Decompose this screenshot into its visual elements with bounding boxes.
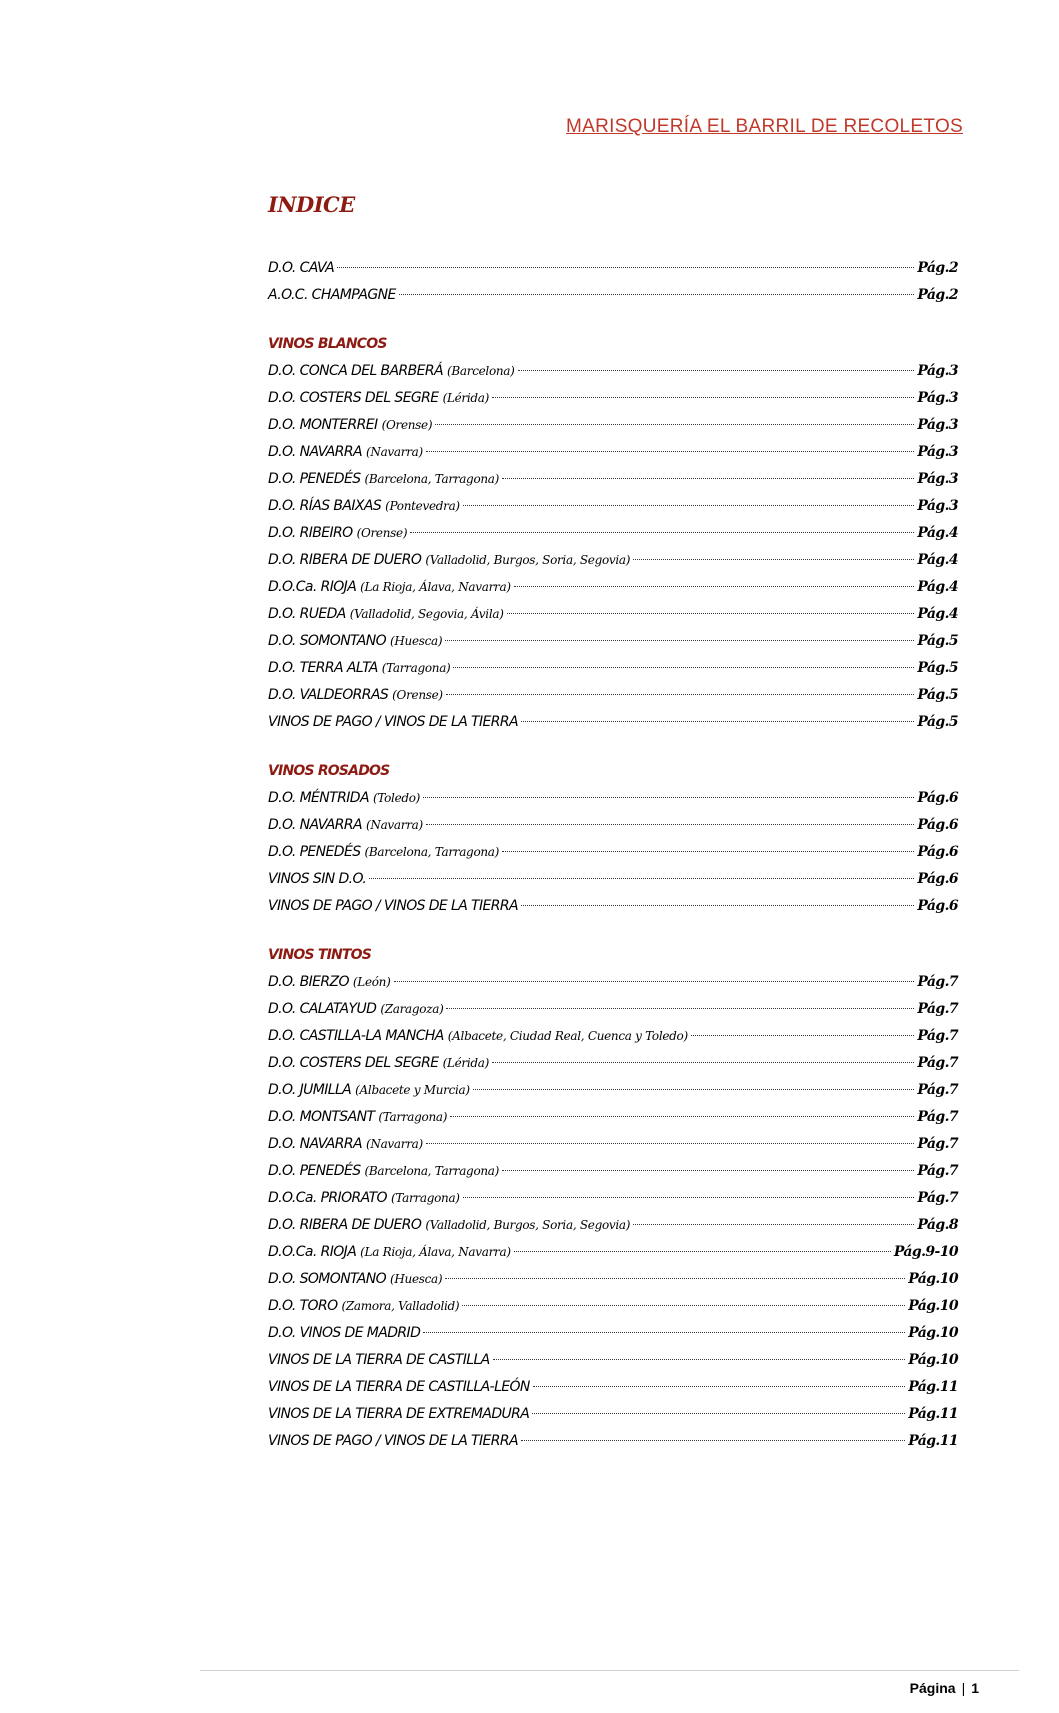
entry-label: D.O. VALDEORRAS [268, 687, 389, 703]
dot-leader [473, 1089, 915, 1090]
toc-entry[interactable] [268, 969, 958, 996]
entry-page-number: Pág.2 [917, 287, 958, 303]
entry-page-number: Pág.5 [917, 687, 958, 703]
entry-region: (Orense) [356, 526, 408, 540]
entry-label: D.O. RÍAS BAIXAS [268, 498, 382, 514]
entry-label: VINOS DE PAGO / VINOS DE LA TIERRA [268, 1433, 519, 1449]
entry-label: D.O. PENEDÉS [268, 844, 361, 860]
dot-leader [446, 694, 915, 695]
page-footer [910, 1680, 979, 1696]
dot-leader [450, 1116, 914, 1117]
entry-label: D.O.Ca. RIOJA [268, 579, 357, 595]
toc-entry[interactable] [268, 709, 958, 736]
toc-entry[interactable] [268, 682, 958, 709]
entry-label: D.O. CASTILLA-LA MANCHA [268, 1028, 444, 1044]
dot-leader [463, 505, 915, 506]
entry-region: (Barcelona, Tarragona) [364, 472, 500, 486]
entry-region: (Navarra) [365, 1137, 423, 1151]
entry-page-number: Pág.5 [917, 633, 958, 649]
toc-entry[interactable] [268, 255, 958, 282]
entry-label: A.O.C. CHAMPAGNE [268, 287, 396, 303]
dot-leader [514, 586, 915, 587]
dot-leader [521, 721, 914, 722]
section-title: VINOS TINTOS [268, 947, 372, 963]
entry-label: D.O. NAVARRA [268, 817, 362, 833]
entry-region: (Huesca) [390, 1272, 443, 1286]
toc-section [268, 758, 958, 920]
dot-leader [633, 559, 914, 560]
dot-leader [445, 1278, 905, 1279]
dot-leader [521, 905, 914, 906]
dot-leader [518, 370, 915, 371]
entry-region: (León) [352, 975, 391, 989]
entry-page-number: Pág.3 [917, 444, 958, 460]
toc-entry[interactable] [268, 282, 958, 309]
entry-page-number: Pág.8 [917, 1217, 958, 1233]
dot-leader [691, 1035, 914, 1036]
dot-leader [423, 797, 914, 798]
entry-region: (Navarra) [365, 818, 423, 832]
entry-region: (Zaragoza) [380, 1002, 444, 1016]
entry-label: D.O. SOMONTANO [268, 1271, 386, 1287]
entry-page-number: Pág.4 [917, 606, 958, 622]
entry-page-number: Pág.3 [917, 471, 958, 487]
entry-page-number: Pág.7 [917, 1163, 958, 1179]
toc-entry[interactable] [268, 996, 958, 1023]
entry-label: D.O. RIBEIRO [268, 525, 353, 541]
entry-region: (Lérida) [442, 391, 490, 405]
footer-page-number: 1 [971, 1680, 979, 1696]
dot-leader [507, 613, 915, 614]
entry-page-number: Pág.11 [908, 1433, 958, 1449]
toc-entry[interactable] [268, 1401, 958, 1428]
entry-region: (Valladolid, Segovia, Ávila) [349, 607, 504, 621]
document-header-title: MARISQUERÍA EL BARRIL DE RECOLETOS [566, 116, 963, 137]
entry-region: (La Rioja, Álava, Navarra) [360, 580, 511, 594]
entry-label: D.O. TORO [268, 1298, 338, 1314]
entry-label: D.O. NAVARRA [268, 444, 362, 460]
toc-sections [268, 255, 958, 1455]
entry-region: (Lérida) [442, 1056, 490, 1070]
dot-leader [426, 451, 914, 452]
toc-entry[interactable] [268, 893, 958, 920]
entry-region: (Barcelona) [447, 364, 515, 378]
entry-page-number: Pág.6 [917, 844, 958, 860]
entry-page-number: Pág.3 [917, 417, 958, 433]
toc-entry[interactable] [268, 1374, 958, 1401]
dot-leader [492, 1062, 914, 1063]
entry-label: VINOS DE PAGO / VINOS DE LA TIERRA [268, 898, 519, 914]
dot-leader [423, 1332, 905, 1333]
entry-label: D.O. TERRA ALTA [268, 660, 378, 676]
dot-leader [394, 981, 915, 982]
entry-label: VINOS SIN D.O. [268, 871, 367, 887]
toc-entry[interactable] [268, 466, 958, 493]
entry-label: D.O. RIBERA DE DUERO [268, 1217, 422, 1233]
toc-entry[interactable] [268, 1185, 958, 1212]
toc-entry[interactable] [268, 785, 958, 812]
toc-entry[interactable] [268, 839, 958, 866]
dot-leader [399, 294, 915, 295]
dot-leader [426, 1143, 914, 1144]
dot-leader [445, 640, 914, 641]
entry-label: D.O. CAVA [268, 260, 335, 276]
dot-leader [533, 1386, 905, 1387]
dot-leader [502, 851, 914, 852]
toc-entry[interactable] [268, 1077, 958, 1104]
toc-heading: INDICE [268, 192, 355, 217]
entry-label: D.O. PENEDÉS [268, 1163, 361, 1179]
section-title: VINOS BLANCOS [268, 336, 387, 352]
toc-entry[interactable] [268, 385, 958, 412]
entry-label: D.O.Ca. RIOJA [268, 1244, 357, 1260]
entry-page-number: Pág.2 [917, 260, 958, 276]
entry-label: D.O. BIERZO [268, 974, 349, 990]
entry-label: D.O. MONTERREI [268, 417, 378, 433]
entry-region: (Zamora, Valladolid) [341, 1299, 460, 1313]
dot-leader [369, 878, 914, 879]
toc-entry[interactable] [268, 655, 958, 682]
toc-entry[interactable] [268, 1293, 958, 1320]
toc-entry[interactable] [268, 1104, 958, 1131]
entry-region: (Orense) [381, 418, 433, 432]
dot-leader [493, 1359, 906, 1360]
dot-leader [337, 267, 914, 268]
entry-page-number: Pág.11 [908, 1379, 958, 1395]
section-title: VINOS ROSADOS [268, 763, 390, 779]
entry-region: (Orense) [392, 688, 443, 702]
entry-label: D.O. COSTERS DEL SEGRE [268, 1055, 439, 1071]
entry-region: (Huesca) [390, 634, 443, 648]
entry-region: (Barcelona, Tarragona) [364, 845, 500, 859]
footer-divider [200, 1670, 1019, 1671]
toc-entry[interactable] [268, 628, 958, 655]
entry-page-number: Pág.7 [917, 1136, 958, 1152]
toc-entry[interactable] [268, 547, 958, 574]
dot-leader [446, 1008, 914, 1009]
entry-label: D.O. NAVARRA [268, 1136, 362, 1152]
entry-page-number: Pág.10 [908, 1271, 958, 1287]
dot-leader [435, 424, 914, 425]
entry-page-number: Pág.7 [917, 974, 958, 990]
toc-entry[interactable] [268, 1239, 958, 1266]
entry-page-number: Pág.3 [917, 498, 958, 514]
entry-label: D.O. SOMONTANO [268, 633, 386, 649]
toc-entry[interactable] [268, 574, 958, 601]
dot-leader [532, 1413, 905, 1414]
entry-page-number: Pág.6 [917, 817, 958, 833]
entry-page-number: Pág.4 [917, 579, 958, 595]
toc-entry[interactable] [268, 812, 958, 839]
entry-label: D.O. MÉNTRIDA [268, 790, 369, 806]
toc-section [268, 255, 958, 309]
entry-region: (Tarragona) [381, 661, 451, 675]
dot-leader [462, 1305, 905, 1306]
entry-label: D.O. VINOS DE MADRID [268, 1325, 421, 1341]
dot-leader [463, 1197, 915, 1198]
dot-leader [521, 1440, 905, 1441]
entry-region: (Barcelona, Tarragona) [364, 1164, 500, 1178]
dot-leader [502, 478, 914, 479]
entry-page-number: Pág.5 [917, 660, 958, 676]
toc-entry[interactable] [268, 601, 958, 628]
entry-page-number: Pág.7 [917, 1109, 958, 1125]
entry-page-number: Pág.7 [917, 1055, 958, 1071]
entry-label: D.O. RIBERA DE DUERO [268, 552, 422, 568]
toc-entry[interactable] [268, 1158, 958, 1185]
dot-leader [453, 667, 914, 668]
entry-label: VINOS DE LA TIERRA DE CASTILLA [268, 1352, 490, 1368]
entry-page-number: Pág.6 [917, 871, 958, 887]
toc-entry[interactable] [268, 412, 958, 439]
entry-label: VINOS DE LA TIERRA DE EXTREMADURA [268, 1406, 530, 1422]
entry-region: (La Rioja, Álava, Navarra) [360, 1245, 511, 1259]
toc-section [268, 942, 958, 1455]
entry-page-number: Pág.6 [917, 790, 958, 806]
entry-label: D.O. CALATAYUD [268, 1001, 377, 1017]
toc-entry[interactable] [268, 493, 958, 520]
entry-region: (Albacete y Murcia) [355, 1083, 470, 1097]
entry-label: VINOS DE PAGO / VINOS DE LA TIERRA [268, 714, 519, 730]
entry-page-number: Pág.10 [908, 1298, 958, 1314]
entry-page-number: Pág.7 [917, 1082, 958, 1098]
entry-label: D.O. JUMILLA [268, 1082, 352, 1098]
entry-region: (Valladolid, Burgos, Soria, Segovia) [425, 553, 631, 567]
entry-page-number: Pág.3 [917, 363, 958, 379]
entry-label: D.O.Ca. PRIORATO [268, 1190, 387, 1206]
toc-entry[interactable] [268, 1050, 958, 1077]
entry-region: (Toledo) [372, 791, 421, 805]
footer-page-label: Página [909, 1680, 956, 1696]
entry-page-number: Pág.7 [917, 1001, 958, 1017]
entry-page-number: Pág.9-10 [893, 1244, 958, 1260]
entry-page-number: Pág.11 [908, 1406, 958, 1422]
dot-leader [492, 397, 914, 398]
entry-region: (Navarra) [365, 445, 423, 459]
toc-entry[interactable] [268, 866, 958, 893]
toc-entry[interactable] [268, 520, 958, 547]
toc-entry[interactable] [268, 358, 958, 385]
toc-section [268, 331, 958, 736]
toc-entry[interactable] [268, 1266, 958, 1293]
entry-label: VINOS DE LA TIERRA DE CASTILLA-LEÓN [268, 1379, 530, 1395]
table-of-contents [268, 192, 958, 1477]
entry-label: D.O. COSTERS DEL SEGRE [268, 390, 439, 406]
entry-page-number: Pág.4 [917, 525, 958, 541]
toc-entry[interactable] [268, 1347, 958, 1374]
toc-entry[interactable] [268, 1023, 958, 1050]
toc-entry[interactable] [268, 1212, 958, 1239]
entry-page-number: Pág.5 [917, 714, 958, 730]
toc-entry[interactable] [268, 439, 958, 466]
dot-leader [426, 824, 914, 825]
dot-leader [633, 1224, 914, 1225]
entry-label: D.O. CONCA DEL BARBERÁ [268, 363, 443, 379]
entry-region: (Valladolid, Burgos, Soria, Segovia) [425, 1218, 631, 1232]
entry-label: D.O. PENEDÉS [268, 471, 361, 487]
toc-entry[interactable] [268, 1131, 958, 1158]
entry-label: D.O. RUEDA [268, 606, 346, 622]
dot-leader [410, 532, 914, 533]
dot-leader [502, 1170, 914, 1171]
toc-entry[interactable] [268, 1428, 958, 1455]
dot-leader [514, 1251, 891, 1252]
entry-page-number: Pág.3 [917, 390, 958, 406]
entry-page-number: Pág.6 [917, 898, 958, 914]
entry-region: (Pontevedra) [385, 499, 460, 513]
footer-separator: | [961, 1680, 966, 1696]
entry-region: (Albacete, Ciudad Real, Cuenca y Toledo) [447, 1029, 688, 1043]
entry-page-number: Pág.7 [917, 1190, 958, 1206]
entry-label: D.O. MONTSANT [268, 1109, 375, 1125]
entry-page-number: Pág.7 [917, 1028, 958, 1044]
entry-page-number: Pág.4 [917, 552, 958, 568]
entry-region: (Tarragona) [390, 1191, 460, 1205]
toc-entry[interactable] [268, 1320, 958, 1347]
entry-region: (Tarragona) [378, 1110, 448, 1124]
entry-page-number: Pág.10 [908, 1352, 958, 1368]
entry-page-number: Pág.10 [908, 1325, 958, 1341]
